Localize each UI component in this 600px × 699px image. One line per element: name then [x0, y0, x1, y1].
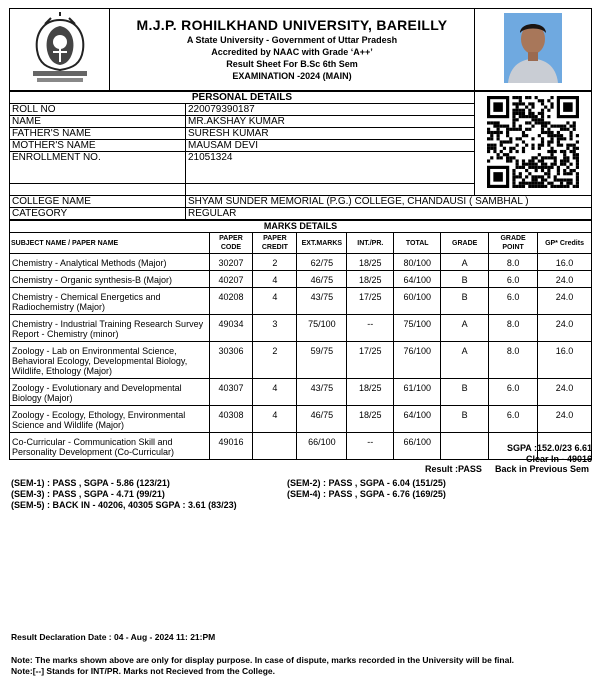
cell-gpc: 16.0	[538, 254, 592, 271]
qr-code-icon	[487, 96, 579, 188]
col-int: INT./PR.	[347, 233, 394, 254]
col-grade: GRADE	[441, 233, 489, 254]
cell-int: 17/25	[347, 342, 394, 379]
cell-subject: Chemistry - Chemical Energetics and Radiochemistry (Major)	[10, 288, 210, 315]
category-value: REGULAR	[186, 208, 592, 220]
blank-value	[186, 184, 475, 196]
cell-code: 40208	[209, 288, 253, 315]
result-sheet	[9, 8, 592, 460]
cell-grade: B	[441, 406, 489, 433]
roll-no-label: ROLL NO	[10, 104, 186, 116]
cell-credit	[253, 433, 297, 460]
col-gpc: GP* Credits	[538, 233, 592, 254]
university-subtitle: A State University - Government of Uttar Pradesh	[186, 35, 398, 45]
table-row	[10, 342, 592, 379]
cell-subject: Zoology - Evolutionary and Developmental Biology (Major)	[10, 379, 210, 406]
cell-credit: 2	[253, 342, 297, 379]
cell-grade: B	[441, 271, 489, 288]
cell-int: 18/25	[347, 406, 394, 433]
qr-cell	[475, 92, 592, 196]
marks-details-title: MARKS DETAILS	[10, 221, 592, 233]
accreditation: Accredited by NAAC with Grade ‘A++’	[211, 47, 373, 57]
cell-gp: 6.0	[489, 288, 538, 315]
cell-ext: 43/75	[297, 288, 347, 315]
category-label: CATEGORY	[10, 208, 186, 220]
cell-gpc: 24.0	[538, 271, 592, 288]
cell-subject: Chemistry - Industrial Training Research Survey Report - Chemistry (minor)	[10, 315, 210, 342]
cell-gp: 6.0	[489, 379, 538, 406]
cell-total: 61/100	[394, 379, 441, 406]
cell-gp: 8.0	[489, 254, 538, 271]
sem1-text: (SEM-1) : PASS , SGPA - 5.86 (123/21)	[11, 478, 170, 488]
cell-ext: 66/100	[297, 433, 347, 460]
back-text: Back in Previous Sem	[495, 464, 590, 474]
cell-int: --	[347, 315, 394, 342]
cell-total: 60/100	[394, 288, 441, 315]
sem4-text: (SEM-4) : PASS , SGPA - 6.76 (169/25)	[287, 489, 446, 499]
cell-gpc: 24.0	[538, 288, 592, 315]
sgpa-block	[507, 443, 592, 465]
cell-code: 40308	[209, 406, 253, 433]
cell-gp: 8.0	[489, 315, 538, 342]
cell-total: 80/100	[394, 254, 441, 271]
personal-details-table	[9, 91, 592, 220]
table-row	[10, 254, 592, 271]
cell-gp: 8.0	[489, 342, 538, 379]
cell-gp: 6.0	[489, 406, 538, 433]
col-code: PAPER CODE	[209, 233, 253, 254]
sgpa-text: SGPA :152.0/23 6.61	[506, 443, 592, 453]
cell-gpc: 16.0	[538, 342, 592, 379]
cell-ext: 46/75	[297, 271, 347, 288]
cell-grade: A	[441, 315, 489, 342]
col-subject: SUBJECT NAME / PAPER NAME	[10, 233, 210, 254]
cell-credit: 2	[253, 254, 297, 271]
cell-total: 76/100	[394, 342, 441, 379]
cell-grade: A	[441, 342, 489, 379]
roll-no-value: 220079390187	[186, 104, 475, 116]
mother-name-value: MAUSAM DEVI	[186, 140, 475, 152]
logo-cell	[10, 9, 110, 91]
cell-subject: Co-Curricular - Communication Skill and Personality Development (Co-Curricular)	[10, 433, 210, 460]
university-name: M.J.P. ROHILKHAND UNIVERSITY, BAREILLY	[136, 17, 448, 33]
cell-credit: 4	[253, 379, 297, 406]
personal-details-title: PERSONAL DETAILS	[10, 92, 475, 104]
cell-ext: 62/75	[297, 254, 347, 271]
cell-ext: 43/75	[297, 379, 347, 406]
cell-ext: 46/75	[297, 406, 347, 433]
university-logo-icon	[23, 12, 97, 84]
cell-subject: Zoology - Ecology, Ethology, Environmental Science and Wildlife (Major)	[10, 406, 210, 433]
table-row	[10, 406, 592, 433]
note-int-pr: Note:[--] Stands for INT/PR. Marks not Recieved from the College.	[11, 666, 276, 676]
note-display-purpose: Note: The marks shown above are only for display purpose. In case of dispute, marks recorded in the University will be final.	[11, 655, 515, 665]
father-name-value: SURESH KUMAR	[186, 128, 475, 140]
cell-ext: 59/75	[297, 342, 347, 379]
result-text: Result :PASS	[425, 464, 482, 474]
sem5-text: (SEM-5) : BACK IN - 40206, 40305 SGPA : 3.61 (83/23)	[11, 500, 237, 510]
cell-gpc: 24.0	[538, 379, 592, 406]
cell-code: 40307	[209, 379, 253, 406]
sheet-title: Result Sheet For B.Sc 6th Sem	[226, 59, 358, 69]
cell-int: --	[347, 433, 394, 460]
sem2-text: (SEM-2) : PASS , SGPA - 6.04 (151/25)	[287, 478, 446, 488]
student-photo	[504, 13, 562, 83]
college-value: SHYAM SUNDER MEMORIAL (P.G.) COLLEGE, CHANDAUSI ( SAMBHAL )	[186, 196, 592, 208]
college-label: COLLEGE NAME	[10, 196, 186, 208]
cell-grade: B	[441, 379, 489, 406]
cell-gp: 6.0	[489, 271, 538, 288]
exam-title: EXAMINATION -2024 (MAIN)	[232, 71, 352, 81]
cell-gpc: 24.0	[538, 315, 592, 342]
cell-credit: 4	[253, 288, 297, 315]
mother-name-label: MOTHER'S NAME	[10, 140, 186, 152]
cell-code: 49034	[209, 315, 253, 342]
cell-credit: 3	[253, 315, 297, 342]
table-row	[10, 433, 592, 460]
cell-subject: Chemistry - Analytical Methods (Major)	[10, 254, 210, 271]
blank-label	[10, 184, 186, 196]
university-heading	[110, 9, 475, 91]
cell-subject: Chemistry - Organic synthesis-B (Major)	[10, 271, 210, 288]
cell-int: 17/25	[347, 288, 394, 315]
photo-cell	[475, 9, 592, 91]
table-row	[10, 271, 592, 288]
cell-total: 64/100	[394, 406, 441, 433]
sem3-text: (SEM-3) : PASS , SGPA - 4.71 (99/21)	[11, 489, 165, 499]
cell-subject: Zoology - Lab on Environmental Science, Behavioral Ecology, Developmental Biology, Wildlife, Ethology (Major)	[10, 342, 210, 379]
enrollment-value: 21051324	[186, 152, 475, 184]
cell-total: 75/100	[394, 315, 441, 342]
cell-grade	[441, 433, 489, 460]
header-table	[9, 8, 592, 91]
cell-code: 49016	[209, 433, 253, 460]
cell-credit: 4	[253, 271, 297, 288]
cell-code: 40207	[209, 271, 253, 288]
marks-rows	[10, 254, 592, 460]
enrollment-label: ENROLLMENT NO.	[10, 152, 186, 184]
name-label: NAME	[10, 116, 186, 128]
cell-total: 64/100	[394, 271, 441, 288]
name-value: MR.AKSHAY KUMAR	[186, 116, 475, 128]
table-row	[10, 315, 592, 342]
cell-ext: 75/100	[297, 315, 347, 342]
cell-gpc: 24.0	[538, 406, 592, 433]
col-ext: EXT.MARKS	[297, 233, 347, 254]
cell-int: 18/25	[347, 254, 394, 271]
col-gp: GRADE POINT	[489, 233, 538, 254]
cell-code: 30306	[209, 342, 253, 379]
cell-credit: 4	[253, 406, 297, 433]
col-credit: PAPER CREDIT	[253, 233, 297, 254]
cell-grade: B	[441, 288, 489, 315]
clear-in-text: Clear In - 49016	[525, 454, 592, 464]
cell-grade: A	[441, 254, 489, 271]
cell-code: 30207	[209, 254, 253, 271]
declaration-date: Result Declaration Date : 04 - Aug - 2024 11: 21:PM	[11, 632, 216, 642]
cell-int: 18/25	[347, 271, 394, 288]
cell-total: 66/100	[394, 433, 441, 460]
table-row	[10, 288, 592, 315]
cell-int: 18/25	[347, 379, 394, 406]
father-name-label: FATHER'S NAME	[10, 128, 186, 140]
col-total: TOTAL	[394, 233, 441, 254]
table-row	[10, 379, 592, 406]
marks-table	[9, 220, 592, 460]
